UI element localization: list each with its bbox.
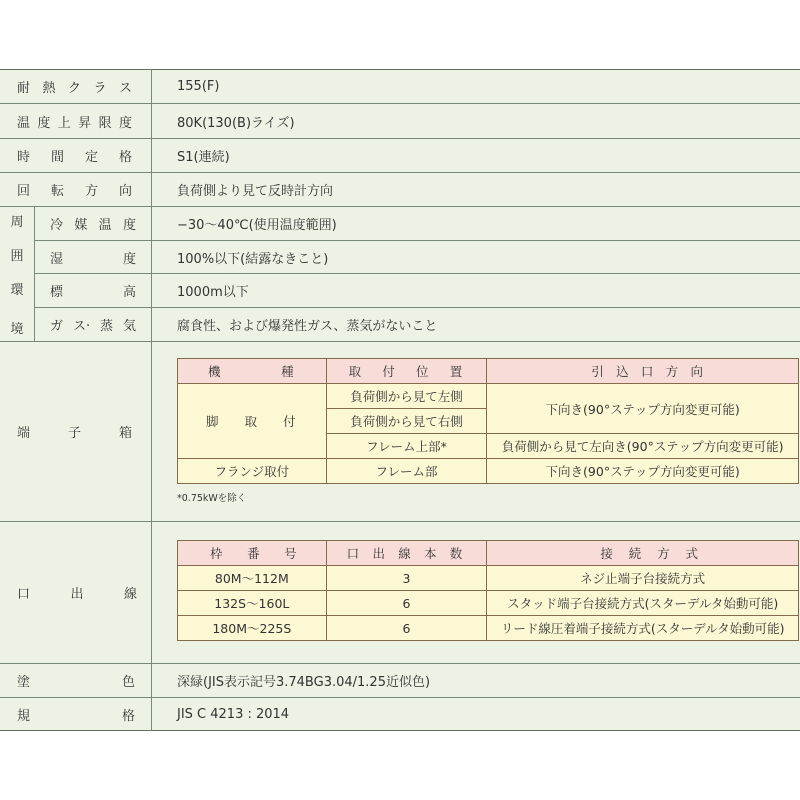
cell-position: フレーム上部*	[326, 434, 487, 459]
cell-count: 6	[326, 616, 487, 641]
value-altitude: 1000m以下	[177, 285, 249, 300]
header-wire-count: 口 出 線 本 数	[326, 541, 487, 566]
env-group-label-char: 境	[10, 321, 24, 337]
terminal-box-table	[177, 358, 799, 484]
env-group-label-char: 周	[10, 214, 24, 230]
footnote: *0.75kWを除く	[177, 493, 247, 504]
table-header-row	[178, 541, 799, 566]
header-connection-method: 接 続 方 式	[487, 541, 799, 566]
value-paint-color: 深緑(JIS表示記号3.74BG3.04/1.25近似色)	[177, 675, 431, 690]
cell-foot-mount: 脚 取 付	[178, 384, 327, 459]
cell-position: 負荷側から見て左側	[326, 384, 487, 409]
value-rotation: 負荷側より見て反時計方向	[177, 184, 334, 199]
header-model: 機 種	[178, 359, 327, 384]
cell-direction: 下向き(90°ステップ方向変更可能)	[487, 384, 799, 434]
cell-count: 6	[326, 591, 487, 616]
label-coolant-temp: 冷 媒 温 度	[50, 218, 136, 233]
cell-direction: 下向き(90°ステップ方向変更可能)	[487, 459, 799, 484]
label-humidity: 湿 度	[50, 251, 136, 267]
label-standard: 規 格	[17, 708, 135, 724]
cell-frame: 80M〜112M	[178, 566, 327, 591]
row-divider	[34, 273, 800, 274]
label-lead-wires: 口 出 線	[17, 587, 137, 602]
value-gas-vapor: 腐食性、および爆発性ガス、蒸気がないこと	[177, 319, 438, 334]
cell-direction: 負荷側から見て左向き(90°ステップ方向変更可能)	[487, 434, 799, 459]
value-heat-class: 155(F)	[177, 79, 220, 94]
cell-position: 負荷側から見て右側	[326, 409, 487, 434]
cell-flange-mount: フランジ取付	[178, 459, 327, 484]
label-gas-vapor: ガ ス· 蒸 気	[50, 319, 136, 334]
row-divider	[0, 730, 800, 731]
cell-position: フレーム部	[326, 459, 487, 484]
label-altitude: 標 高	[50, 285, 136, 300]
header-mount-position: 取 付 位 置	[326, 359, 487, 384]
row-divider	[34, 240, 800, 241]
table-row	[178, 459, 799, 484]
label-rating: 時 間 定 格	[17, 150, 132, 165]
header-frame-number: 枠 番 号	[178, 541, 327, 566]
table-row	[178, 591, 799, 616]
label-heat-class: 耐 熱 ク ラ ス	[17, 81, 132, 96]
column-divider	[34, 206, 35, 341]
value-rating: S1(連続)	[177, 150, 230, 165]
label-temp-rise: 温 度 上 昇 限 度	[17, 115, 132, 131]
label-paint-color: 塗 色	[17, 675, 135, 690]
value-temp-rise: 80K(130(B)ライズ)	[177, 115, 295, 131]
value-standard: JIS C 4213 : 2014	[177, 706, 290, 722]
value-coolant-temp: −30〜40℃(使用温度範囲)	[177, 218, 337, 233]
env-group-label-char: 環	[10, 282, 24, 298]
table-header-row	[178, 359, 799, 384]
table-row	[178, 566, 799, 591]
table-row	[178, 616, 799, 641]
table-row	[178, 384, 799, 409]
lead-wire-table	[177, 540, 799, 641]
value-humidity: 100%以下(結露なきこと)	[177, 251, 329, 267]
cell-count: 3	[326, 566, 487, 591]
cell-method: スタッド端子台接続方式(スターデルタ始動可能)	[487, 591, 799, 616]
label-rotation: 回 転 方 向	[17, 184, 132, 199]
cell-frame: 132S〜160L	[178, 591, 327, 616]
header-entry-direction: 引 込 口 方 向	[487, 359, 799, 384]
column-divider	[151, 69, 152, 731]
cell-method: リード線圧着端子接続方式(スターデルタ始動可能)	[487, 616, 799, 641]
cell-method: ネジ止端子台接続方式	[487, 566, 799, 591]
cell-frame: 180M〜225S	[178, 616, 327, 641]
env-group-label-char: 囲	[10, 248, 24, 264]
label-terminal-box: 端 子 箱	[17, 426, 132, 441]
